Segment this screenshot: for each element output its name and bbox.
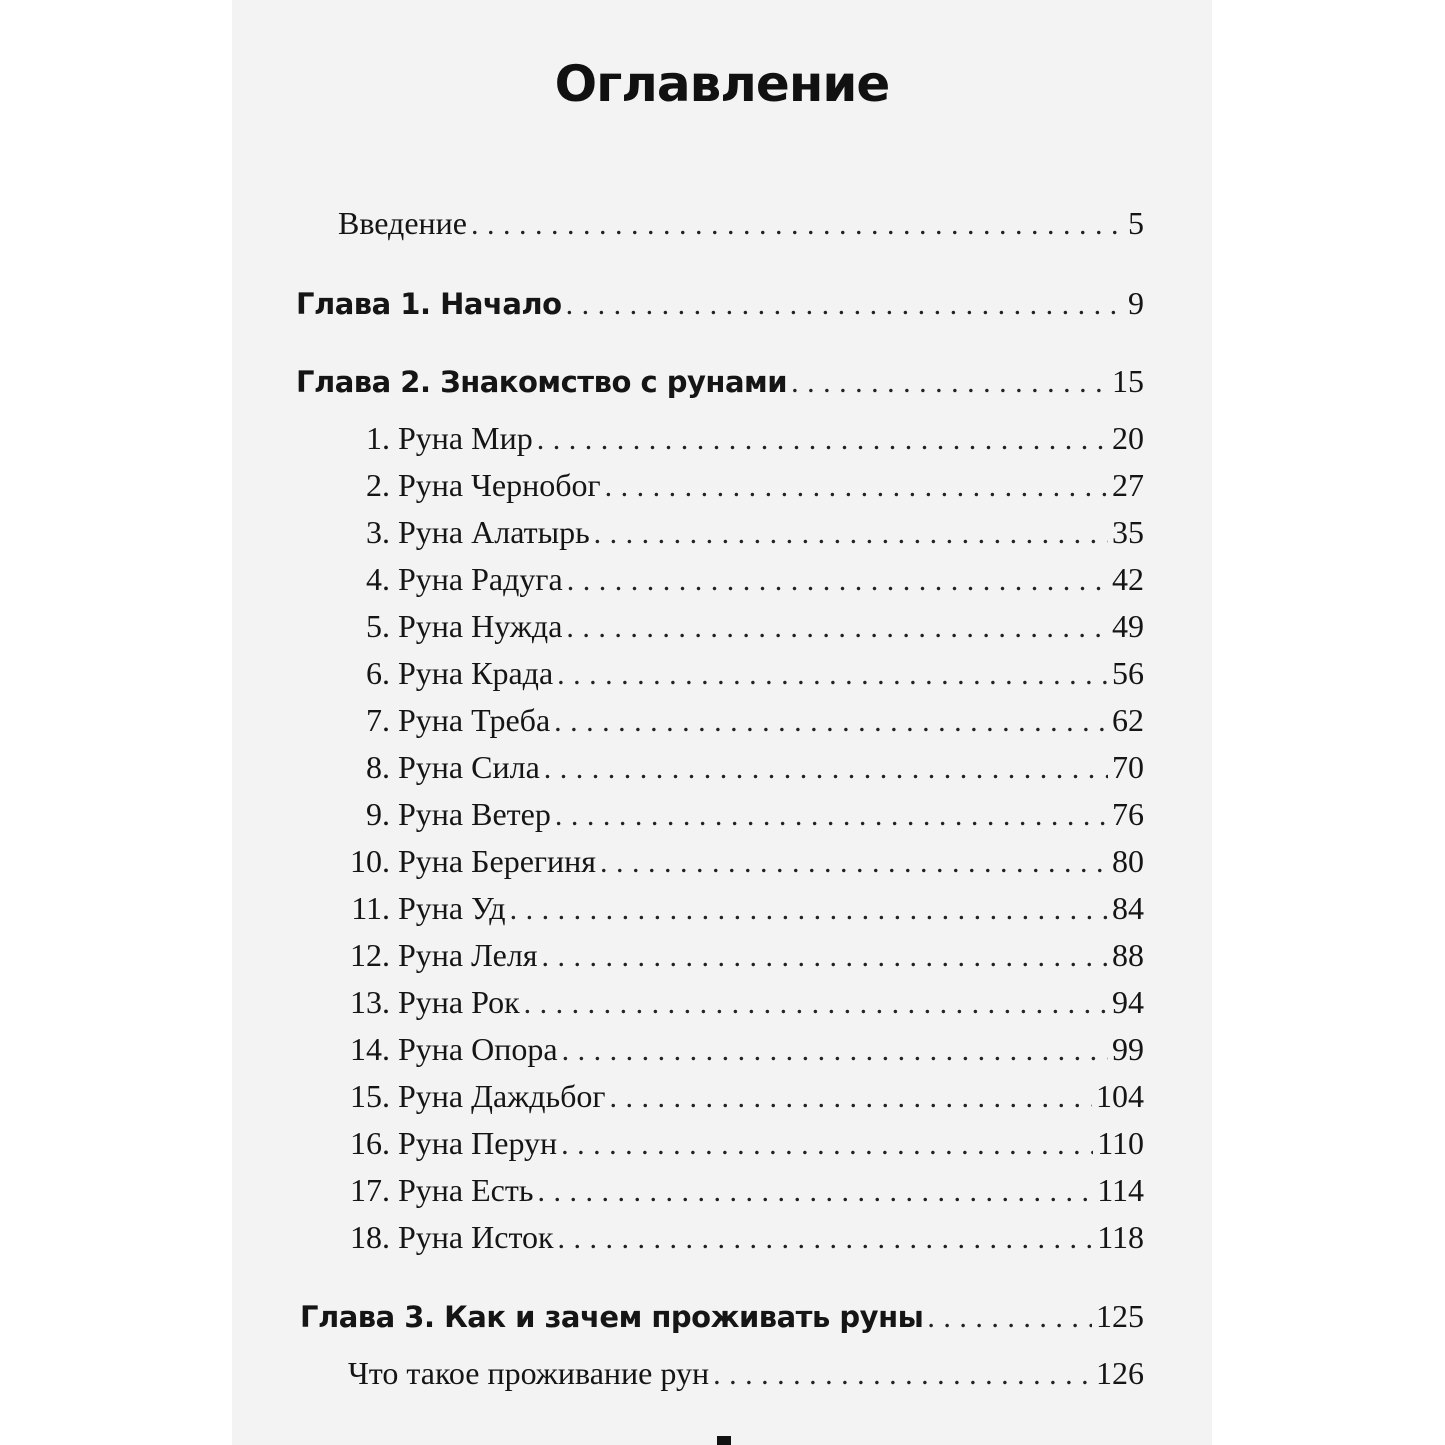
- toc-entry-number: 10.: [350, 843, 390, 879]
- toc-page-number: 126: [1096, 1355, 1144, 1391]
- toc-entry-number: 7.: [366, 702, 390, 738]
- toc-entry-label: Руна Уд: [398, 890, 506, 926]
- toc-rune-entry: [340, 608, 1144, 645]
- toc-rune-entry: [340, 514, 1144, 551]
- toc-entry-number: 17.: [350, 1172, 390, 1208]
- toc-entry-number: 18.: [350, 1219, 390, 1255]
- toc-rune-entry: [340, 984, 1144, 1021]
- toc-entry-number: 2.: [366, 467, 390, 503]
- dot-leader: [554, 705, 1108, 739]
- toc-entry-number: 13.: [350, 984, 390, 1020]
- toc-rune-entry: [340, 937, 1144, 974]
- dot-leader: [566, 288, 1124, 322]
- cropped-text-fragment: [717, 1436, 731, 1445]
- toc-page-number: 94: [1112, 984, 1144, 1020]
- toc-page-number: 125: [1096, 1298, 1144, 1334]
- toc-page-number: 15: [1112, 363, 1144, 399]
- toc-entry-label: Руна Леля: [398, 937, 538, 973]
- toc-chapter-label: Глава 2. Знакомство с рунами: [296, 365, 788, 399]
- dot-leader: [562, 1034, 1108, 1068]
- toc-entry-number: 15.: [350, 1078, 390, 1114]
- toc-chapter-2: [296, 363, 1144, 400]
- dot-leader: [557, 658, 1108, 692]
- toc-entry: [348, 1355, 1144, 1392]
- toc-entry-number: 12.: [350, 937, 390, 973]
- toc-page-number: 62: [1112, 702, 1144, 738]
- dot-leader: [605, 470, 1108, 504]
- dot-leader: [537, 423, 1108, 457]
- dot-leader: [791, 366, 1108, 400]
- toc-page-number: 76: [1112, 796, 1144, 832]
- toc-page-number: 118: [1097, 1219, 1144, 1255]
- dot-leader: [594, 517, 1108, 551]
- dot-leader: [567, 564, 1108, 598]
- toc-rune-entry: [340, 796, 1144, 833]
- toc-page-number: 88: [1112, 937, 1144, 973]
- toc-entry-label: Руна Опора: [398, 1031, 558, 1067]
- toc-chapter-1: [296, 285, 1144, 322]
- toc-rune-entry: [340, 467, 1144, 504]
- toc-entry-label: Руна Даждьбог: [398, 1078, 606, 1114]
- dot-leader: [471, 208, 1124, 242]
- dot-leader: [544, 752, 1108, 786]
- dot-leader: [524, 987, 1108, 1021]
- toc-page-number: 80: [1112, 843, 1144, 879]
- dot-leader: [927, 1301, 1092, 1335]
- dot-leader: [537, 1175, 1093, 1209]
- toc-rune-entry: [340, 561, 1144, 598]
- toc-entry-label: Руна Есть: [398, 1172, 534, 1208]
- toc-page-number: 114: [1097, 1172, 1144, 1208]
- toc-entry-label: Руна Алатырь: [398, 514, 590, 550]
- toc-rune-entry: [340, 1031, 1144, 1068]
- toc-rune-entry: [340, 1219, 1144, 1256]
- dot-leader: [566, 611, 1108, 645]
- toc-entry-number: 11.: [351, 890, 390, 926]
- toc-entry-label: Руна Нужда: [398, 608, 563, 644]
- toc-entry-number: 14.: [350, 1031, 390, 1067]
- toc-entry-number: 8.: [366, 749, 390, 785]
- toc-entry-number: 4.: [366, 561, 390, 597]
- toc-entry-number: 9.: [366, 796, 390, 832]
- toc-entry-number: 3.: [366, 514, 390, 550]
- toc-entry-label: Руна Исток: [398, 1219, 554, 1255]
- toc-rune-entry: [340, 1078, 1144, 1115]
- toc-page-number: 20: [1112, 420, 1144, 456]
- dot-leader: [542, 940, 1109, 974]
- toc-entry-label: Руна Берегиня: [398, 843, 596, 879]
- toc-page-number: 27: [1112, 467, 1144, 503]
- toc-entry-intro: [338, 205, 1144, 242]
- toc-rune-entry: [340, 843, 1144, 880]
- toc-entry-label: Введение: [338, 205, 467, 241]
- toc-rune-entry: [340, 655, 1144, 692]
- toc-entry-label: Руна Мир: [398, 420, 533, 456]
- toc-entry-label: Руна Сила: [398, 749, 540, 785]
- toc-page-number: 84: [1112, 890, 1144, 926]
- toc-page-number: 110: [1097, 1125, 1144, 1161]
- toc-page-number: 104: [1096, 1078, 1144, 1114]
- dot-leader: [713, 1358, 1092, 1392]
- toc-entry-label: Руна Ветер: [398, 796, 551, 832]
- toc-page-number: 5: [1128, 205, 1144, 241]
- toc-entry-number: 5.: [366, 608, 390, 644]
- dot-leader: [561, 1128, 1093, 1162]
- toc-page-number: 35: [1112, 514, 1144, 550]
- toc-entry-number: 1.: [366, 420, 390, 456]
- toc-entry-label: Руна Перун: [398, 1125, 558, 1161]
- toc-rune-entry: [340, 749, 1144, 786]
- toc-entry-label: Руна Радуга: [398, 561, 563, 597]
- page-title: Оглавление: [554, 55, 890, 113]
- toc-rune-entry: [340, 702, 1144, 739]
- dot-leader: [600, 846, 1108, 880]
- toc-entry-number: 16.: [350, 1125, 390, 1161]
- toc-rune-entry: [340, 1125, 1144, 1162]
- dot-leader: [558, 1222, 1094, 1256]
- toc-entry-label: Что такое проживание рун: [348, 1355, 710, 1391]
- toc-page-number: 42: [1112, 561, 1144, 597]
- toc-page-number: 99: [1112, 1031, 1144, 1067]
- dot-leader: [555, 799, 1108, 833]
- toc-chapter-label: Глава 3. Как и зачем проживать руны: [300, 1300, 924, 1334]
- dot-leader: [610, 1081, 1092, 1115]
- toc-entry-label: Руна Чернобог: [398, 467, 601, 503]
- toc-rune-entry: [340, 1172, 1144, 1209]
- toc-entry-label: Руна Крада: [398, 655, 554, 691]
- toc-page-number: 49: [1112, 608, 1144, 644]
- toc-page-number: 56: [1112, 655, 1144, 691]
- toc-rune-entry: [340, 890, 1144, 927]
- dot-leader: [510, 893, 1108, 927]
- toc-rune-entry: [340, 420, 1144, 457]
- toc-chapter-3: [300, 1298, 1144, 1335]
- toc-chapter-label: Глава 1. Начало: [296, 287, 562, 321]
- toc-entry-number: 6.: [366, 655, 390, 691]
- book-page: [232, 0, 1212, 1445]
- toc-page-number: 70: [1112, 749, 1144, 785]
- toc-entry-label: Руна Рок: [398, 984, 520, 1020]
- toc-entry-label: Руна Треба: [398, 702, 551, 738]
- toc-page-number: 9: [1128, 285, 1144, 321]
